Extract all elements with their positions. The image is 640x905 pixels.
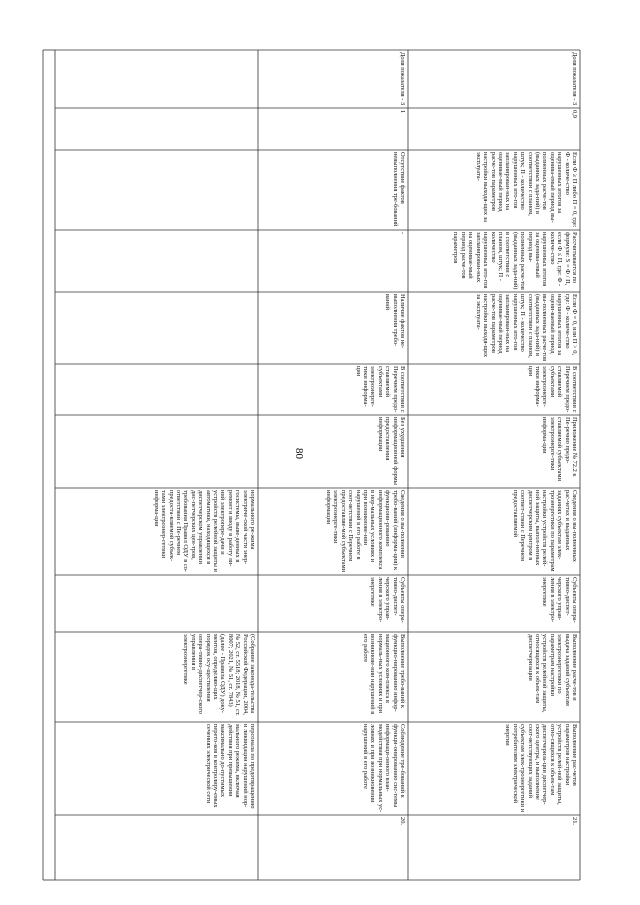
row-21-col-a: Выполнение рас-четов параметров настройки устройств релей-ной защиты, отно-сящихся к объек-там диспетчериза-ции диспетчер-ского центра, и выполнение соот-ветствующих заданий субъектам элек-троэнергетики и потребителям электрической энергии bbox=[504, 724, 578, 813]
row-21-col-c: Субъекты опера-тивно-диспет-черского управ-ления в электро-энергетике bbox=[541, 577, 578, 623]
row-continuation-col-b: (Собрание законода-тельства Российской Федерации, 2004, № 52, ст. 5518; 2018, № 51, ст. 8007; 2021, № 51, ст. 7843) (далее - Правила ОДУ) доку-ментов, определяю-щих порядок осу-ществления опера-тивно-диспетчер-ского управления в электроэнергетике bbox=[182, 634, 256, 716]
row-21-col-g: Если Ф = 0, или П > 0, где: Ф - количе-ство нарушенных итогов за оцени-ваемый период вы-полненных расче-тов (выданных зада-ний) в соответствии с планом, штук; П - количество нарушенных ито-гов запланирован-ных на оценивае-мый период расче-тов параметров настройки выходя-щих за эксплуата- bbox=[474, 294, 578, 362]
row-21-col-j: 0,9 bbox=[571, 110, 578, 118]
row-21-col-h: Рассчитывается по формуле: S = Ф / П, если Ф ≤ П, где: Ф - количе-ство нарушенных итогов за оценива-емый период вы-полненных расче-тов (выданных зада-ний) в соответствии с планом, штук; П - количество нарушенных ито-гов запланирован-ных на оценивае-мый период расче-тов параметров bbox=[452, 232, 578, 290]
row-20-col-d: Сведения о вы-полнении требо-ваний (информа-ция) к функциони-рованию информационного комплекса в нор-мальных условиях и при возникнове-нии нарушений в его работе в соот-ветствии с Перечнем предоставляе-мой субъектами электроэнерге-тики информации bbox=[324, 490, 406, 573]
row-20-col-k: Доля показателя - 3 bbox=[399, 52, 406, 106]
row-20-col-h: - bbox=[399, 232, 406, 235]
row-continuation-col-d: нормального ре-жима электриче-ской части энер-госистемы, выве-денных в ремонт и вводу в работу ли-ний электропере-дачи и устройств релейной защиты и автоматики, находящихся в диспетчерском управлении дис-петчерских цен-тров, требования Правил ОДУ в со-ответствии с Пе-речнем предоста-вляемой субъек-тами электроэнер-гетики информа-ции bbox=[152, 490, 256, 572]
row-continuation-col-a: персонала по предотвращению и ликвидации нарушений нор-мального режима, включая действия при превышении максимально до-пустимых перето-ков в контролиру-емых сечениях электрической сети bbox=[204, 724, 256, 809]
row-20-col-c: Субъекты опера-тивно-диспет-черского управ-ления в электро-энергетике bbox=[369, 577, 406, 623]
row-21-col-e: Приложение № 72.2 к Пе-речню предо-ставляемой субъектами электроэнерге-тики информа-ции bbox=[541, 417, 578, 481]
row-20-col-g: Наличие фактов не-выполнения требо-ваний bbox=[384, 294, 406, 349]
row-20-col-b: Выполнение требо-ваний к функцио-нированию инфор-мационного ком-плекса в нормаль-ных условиях и при возникнове-нии нарушений в его работе bbox=[361, 634, 406, 715]
row-20-number: 20. bbox=[399, 817, 406, 825]
row-21-col-f: В соответствии с Перечнем предо-ставляемой субъектами электроэнерге-тики информа-ции bbox=[526, 366, 578, 413]
row-21-col-i: Если Ф ≥ П либо П = 0, где: Ф - количе-ство нарушенных итогов за оценива-емый период вы-полненных расче-тов (выданных зада-ний) в соответствии с планом, штук; П - количество нарушенных ито-гов запланирован-ных на оценивае-мый период расче-тов параметров настройки выходя-щих за эксплуата- bbox=[474, 152, 578, 228]
row-21-col-d: Сведения о вы-полненных рас-четах и выданных заданиях субъектам элек-троэнергетики по параметрам настройки устройств релей-ной защиты, выпол-ненных диспетчерским центром в соответ-ствии с Перечнем предоставляемой bbox=[511, 490, 578, 572]
row-21-col-k: Доля показателя - 3 bbox=[571, 52, 578, 106]
row-21-number: 21. bbox=[571, 817, 578, 825]
row-20-col-a: Соблюдение тре-бований к функци-онированию сис-темы информаци-онного взаи-модействия при нормальных ус-ловиях и при возникновении нарушений в его работе bbox=[361, 724, 406, 813]
row-20-col-e: Без ухудшения информационной формы предоставления информации bbox=[376, 417, 406, 485]
row-21-col-b: Выполнение расче-тов и выдача заданий субъектам электроэнергетики по параметрам настройки устройств релейной защиты, относящихся к объек-там диспетчеризации bbox=[526, 634, 578, 713]
row-20-col-i: Отсутствие фактов невыполнения тре-бований bbox=[391, 152, 406, 227]
row-20-col-j: 1 bbox=[399, 110, 406, 114]
row-20-col-f: В соответствии с Перечнем предо-ставляемой субъектами электроэнерге-тики информа-ции bbox=[354, 366, 406, 413]
page-number: 80 bbox=[293, 448, 305, 459]
